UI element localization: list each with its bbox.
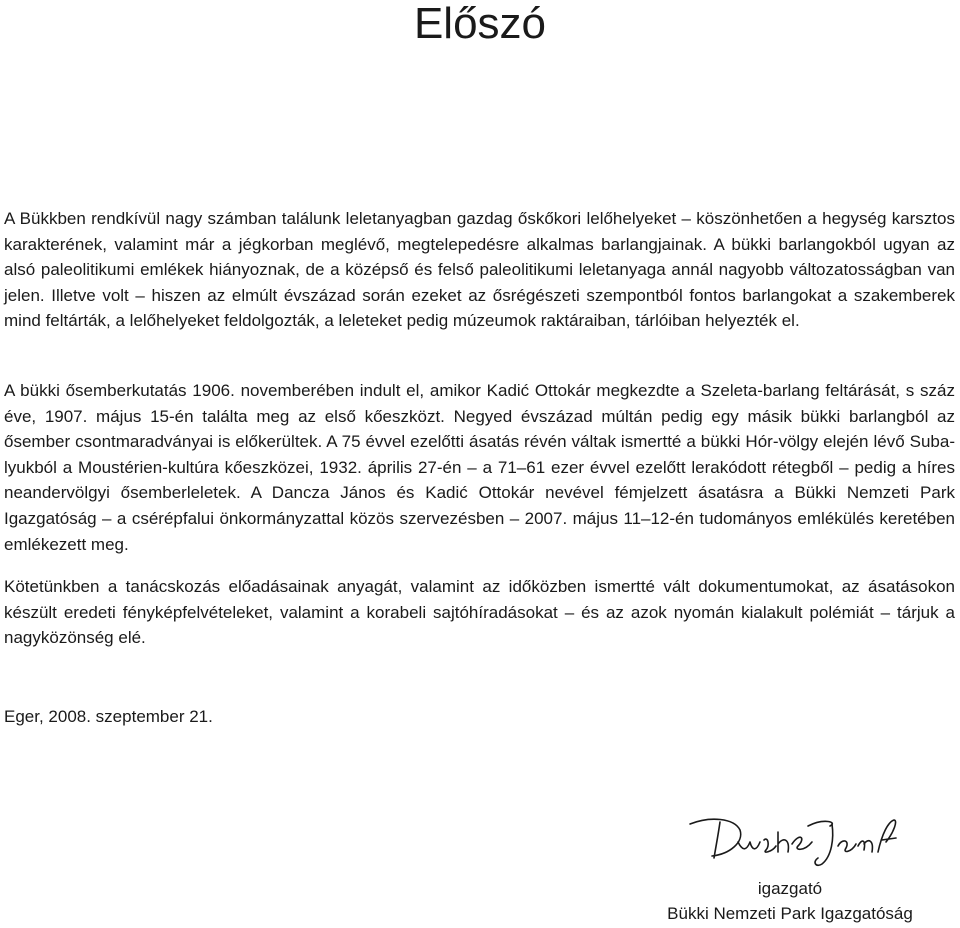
handwritten-signature xyxy=(682,812,912,868)
paragraph-volume: Kötetünkben a tanácskozás előadásainak anyagát, valamint az időközben ismertté vált dokumentumokat, az ásatásokon készült eredeti fényképfelvételeket, valamint a korabeli sajtóhíradásokat – és az azok nyomán kialakult polémiát – tárjuk a nagyközönség elé. xyxy=(4,577,955,648)
paragraph-history: A bükki ősemberkutatás 1906. novemberében indult el, amikor Kadić Ottokár megkezdte a Szeleta-barlang feltárását, s száz éve, 1907. május 15-én találta meg az első kőeszközt. Negyed évszázad múltán pedig egy másik bükki barlangból az ősember csontmaradványai is előkerültek. A 75 évvel ezelőtti ásatás révén váltak ismertté a bükki Hór-völgy elején lévő Suba-lyukból a Moustérien-kultúra kőeszközei, 1932. április 27-én – a 71–61 ezer évvel ezelőtt lerakódott rétegből – pedig a híres neandervölgyi ősemberleletek. A Dancza János és Kadić Ottokár nevével fémjelzett ásatásra a Bükki Nemzeti Park Igazgatóság – a csérépfalui önkormányzattal közös szervezésben – 2007. május 11–12-én tudományos emlékülés keretében emlékezett meg. xyxy=(4,381,955,554)
date-line: Eger, 2008. szeptember 21. xyxy=(4,707,213,726)
paragraph-intro: A Bükkben rendkívül nagy számban találunk leletanyagban gazdag őskőkori lelőhelyeket – köszönhetően a hegység karsztos karakterének, valamint már a jégkorban meglévő, megtelepedésre alkalmas barlangjainak. A bükki barlangokból ugyan az alsó paleolitikumi emlékek hiányoznak, de a középső és felső paleolitikumi leletanyaga annál nagyobb változatosságban van jelen. Illetve volt – hiszen az elmúlt évszázad során ezeket az ősrégészeti szempontból fontos barlangokat a szakemberek mind feltárták, a lelőhelyeket feldolgozták, a leleteket pedig múzeumok raktáraiban, tárlóiban helyezték el. xyxy=(4,209,955,331)
signatory-role: igazgató xyxy=(757,879,823,898)
page-title: Előszó xyxy=(413,0,547,48)
signatory-organization: Bükki Nemzeti Park Igazgatóság xyxy=(667,904,913,923)
